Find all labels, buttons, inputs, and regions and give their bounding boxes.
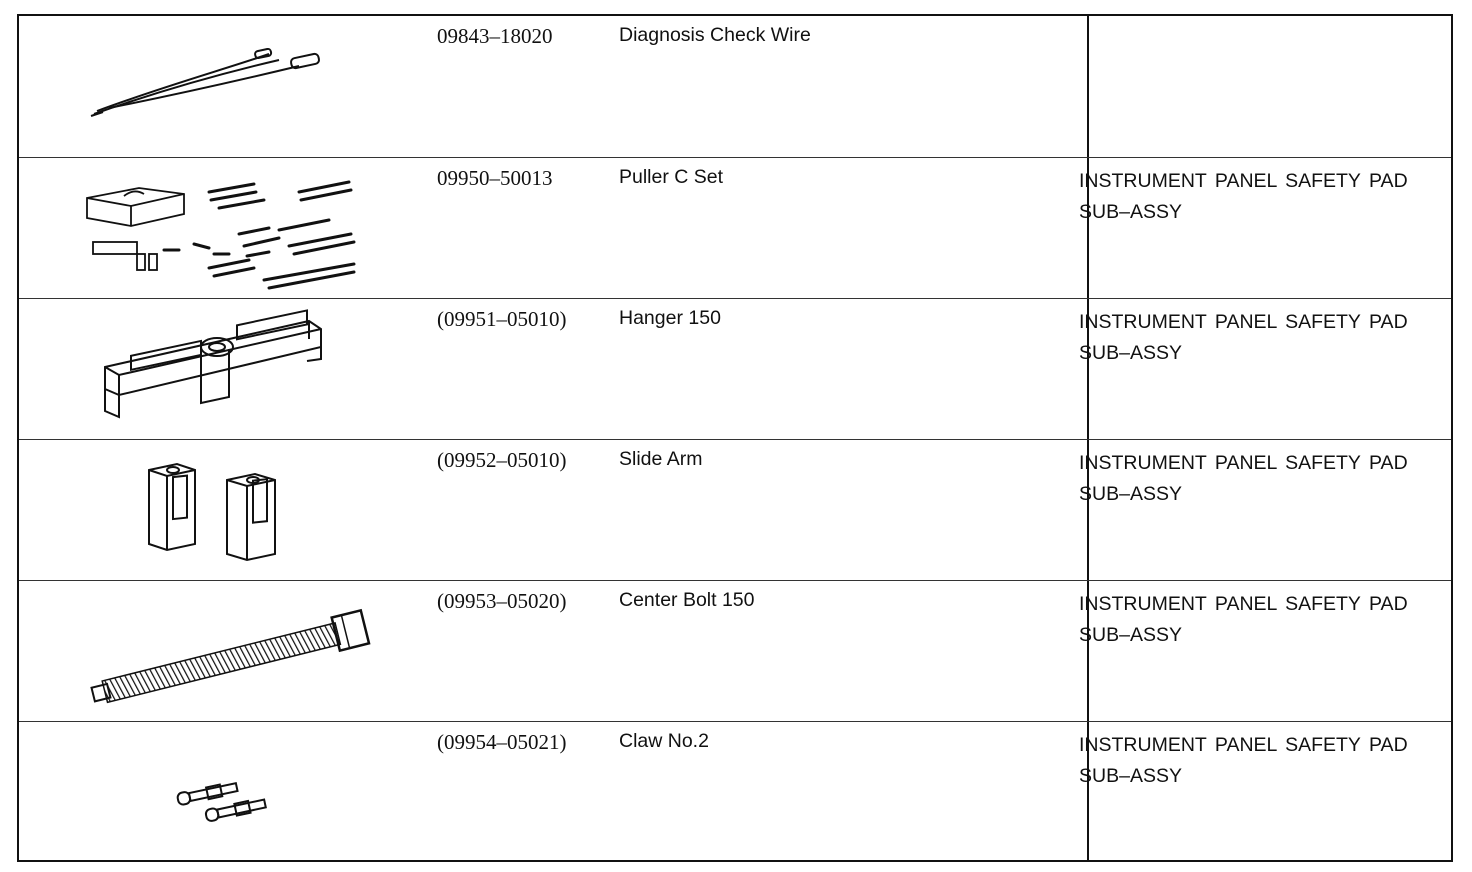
- part-number: (09953–05020): [437, 589, 567, 613]
- usage-text: INSTRUMENT PANEL SAFETY PAD SUB–ASSY: [1079, 593, 1408, 646]
- claw-icon: [69, 722, 409, 863]
- slide-arm-icon: [69, 440, 409, 581]
- table-row: [19, 16, 1451, 157]
- center-bolt-icon: [69, 581, 409, 722]
- tool-name: Center Bolt 150: [619, 589, 755, 611]
- hanger-icon: [69, 299, 409, 440]
- tool-table: [17, 14, 1453, 862]
- table-row: [19, 580, 1451, 722]
- part-number: 09843–18020: [437, 24, 553, 48]
- puller-c-set-icon: [69, 158, 409, 299]
- tool-name: Diagnosis Check Wire: [619, 24, 811, 46]
- usage-text: INSTRUMENT PANEL SAFETY PAD SUB–ASSY: [1079, 311, 1408, 364]
- usage-text: INSTRUMENT PANEL SAFETY PAD SUB–ASSY: [1079, 170, 1408, 223]
- table-row: [19, 157, 1451, 299]
- part-number: (09954–05021): [437, 730, 567, 754]
- part-number: (09951–05010): [437, 307, 567, 331]
- table-row: [19, 721, 1451, 863]
- tool-name: Slide Arm: [619, 448, 703, 470]
- part-number: 09950–50013: [437, 166, 553, 190]
- table-row: [19, 439, 1451, 581]
- table-row: [19, 298, 1451, 440]
- diagnosis-check-wire-icon: [69, 16, 409, 157]
- tool-name: Claw No.2: [619, 730, 709, 752]
- part-number: (09952–05010): [437, 448, 567, 472]
- tool-name: Hanger 150: [619, 307, 721, 329]
- tool-name: Puller C Set: [619, 166, 724, 188]
- usage-text: INSTRUMENT PANEL SAFETY PAD SUB–ASSY: [1079, 734, 1408, 787]
- usage-text: INSTRUMENT PANEL SAFETY PAD SUB–ASSY: [1079, 452, 1408, 505]
